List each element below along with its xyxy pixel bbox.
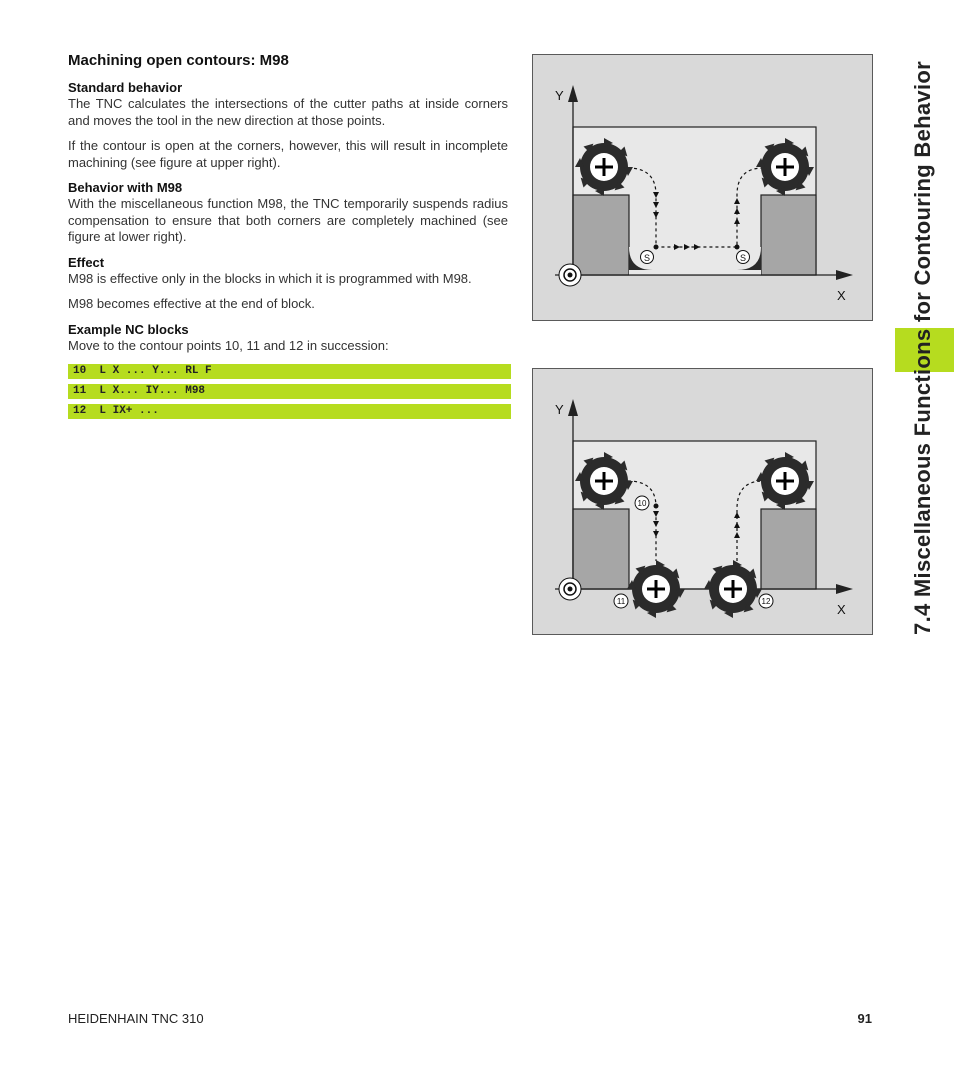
y-axis-label: Y — [555, 88, 564, 103]
nc-block: 12 L IX+ ... — [68, 404, 511, 419]
paragraph: M98 becomes effective at the end of block. — [68, 296, 315, 311]
point-10-label: 10 — [637, 499, 647, 508]
section-heading: Standard behavior — [68, 80, 183, 95]
y-axis-label: Y — [555, 402, 564, 417]
section-heading: Effect — [68, 254, 105, 270]
chapter-section-title: 7.4 Miscellaneous Functions for Contouring Behavior — [910, 61, 935, 635]
x-axis-label: X — [837, 602, 846, 617]
point-11-label: 11 — [616, 597, 626, 606]
section-example — [68, 322, 508, 420]
start-marker-left: S — [643, 253, 651, 263]
section-heading: Behavior with M98 — [68, 180, 183, 195]
start-marker-right: S — [739, 253, 747, 263]
figure-standard-behavior — [532, 54, 873, 321]
footer-manual-name: HEIDENHAIN TNC 310 — [68, 1011, 204, 1026]
paragraph: Move to the contour points 10, 11 and 12 in succession: — [68, 337, 389, 353]
point-12-label: 12 — [761, 597, 771, 606]
paragraph: The TNC calculates the intersections of the cutter paths at inside corners and moves the tool in the new direction at those points. — [68, 96, 508, 128]
paragraph: M98 is effective only in the blocks in which it is programmed with M98. — [68, 270, 472, 286]
section-effect — [68, 255, 508, 313]
nc-block: 11 L X... IY... M98 — [68, 384, 511, 399]
figure-behavior-m98 — [532, 368, 873, 635]
paragraph: With the miscellaneous function M98, the TNC temporarily suspends radius compensation to ensure that both corners are completely machined (see figure at lower right). — [68, 196, 508, 244]
section-behavior-m98 — [68, 180, 508, 246]
page-heading: Machining open contours: M98 — [68, 52, 289, 69]
page-number: 91 — [857, 1011, 872, 1026]
nc-block: 10 L X ... Y... RL F — [68, 364, 511, 379]
section-heading: Example NC blocks — [68, 321, 189, 337]
paragraph: If the contour is open at the corners, however, this will result in incomplete machining (see figure at upper right). — [68, 138, 508, 170]
x-axis-label: X — [837, 288, 846, 303]
section-standard-behavior — [68, 80, 508, 171]
main-content — [68, 52, 508, 427]
